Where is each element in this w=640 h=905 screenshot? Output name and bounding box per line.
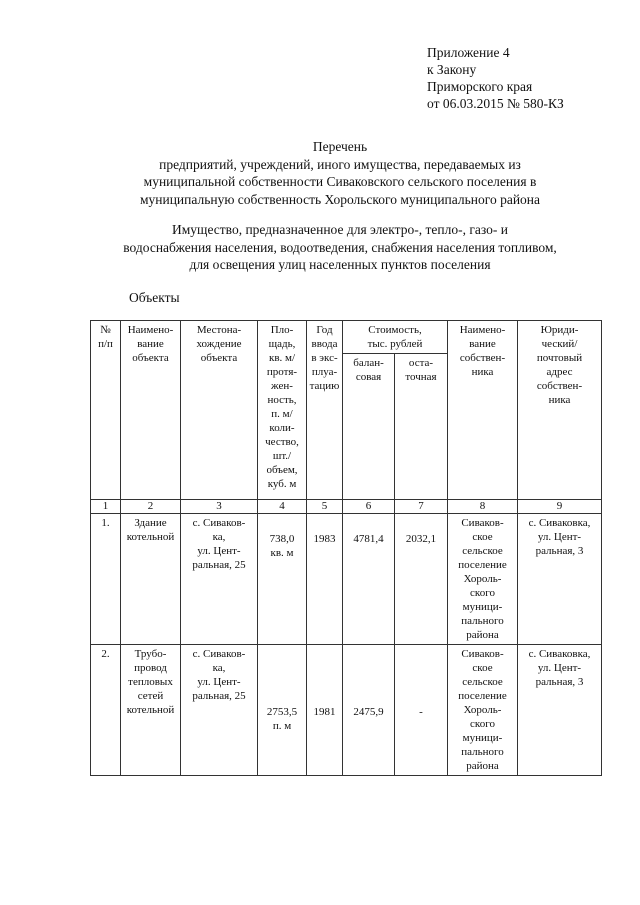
row-area (258, 514, 307, 645)
column-number-row (91, 500, 602, 514)
document-title (40, 138, 640, 208)
cell-text: Хороль- (463, 573, 502, 585)
header-year (307, 321, 343, 500)
cell-text: Трубо- (134, 648, 167, 660)
row-owner-address (518, 514, 602, 645)
column-number: 7 (395, 500, 448, 514)
header-text: п/п (98, 338, 113, 350)
cell-text: ского (470, 587, 495, 599)
cell-text: ральная, 25 (192, 559, 246, 571)
header-text: объем, (266, 464, 298, 476)
row-num: 1. (91, 514, 121, 645)
header-text: № (100, 324, 111, 336)
row-num: 2. (91, 645, 121, 776)
header-text: Наимено- (127, 324, 174, 336)
cell-text: с. Сиваковка, (528, 648, 591, 660)
cell-text: с. Сиваков- (192, 648, 246, 660)
cell-text: котельной (126, 704, 175, 716)
appendix-line: Приморского края (427, 79, 533, 94)
cell-text: ральная, 3 (535, 545, 584, 557)
row-owner-name (448, 514, 518, 645)
cell-text: ул. Цент- (197, 545, 241, 557)
row-name (121, 514, 181, 645)
header-text: собствен- (459, 352, 506, 364)
subtitle-line: Имущество, предназначенное для электро-, тепло-, газо- и (172, 222, 508, 237)
header-text: Год (316, 324, 333, 336)
header-balance (343, 354, 395, 500)
header-text: хождение (196, 338, 242, 350)
cell-text: Здание (134, 517, 167, 529)
title-line: Перечень (312, 139, 368, 154)
header-text: ника (471, 366, 494, 378)
cell-text: с. Сиваков- (192, 517, 246, 529)
document-subtitle (40, 221, 640, 274)
header-text: жен- (271, 380, 293, 392)
cell-text: ул. Цент- (537, 662, 582, 674)
header-text: Стоимость, (368, 324, 422, 336)
header-row (91, 321, 602, 354)
cell-text: сельское (462, 545, 503, 557)
objects-table (90, 320, 602, 776)
cell-text: района (466, 760, 499, 772)
title-line: муниципальной собственности Сиваковского сельского поселения в (143, 174, 537, 189)
cell-text: 2753,5 (266, 706, 298, 718)
column-number: 8 (448, 500, 518, 514)
column-number: 5 (307, 500, 343, 514)
header-owner-address (518, 321, 602, 500)
row-year: 1981 (307, 645, 343, 776)
column-number: 9 (518, 500, 602, 514)
cell-text: ральная, 25 (192, 690, 246, 702)
header-area (258, 321, 307, 500)
header-text: балан- (353, 357, 384, 369)
header-text: ввода (311, 338, 338, 350)
header-text: точная (405, 371, 437, 383)
row-residual: 2032,1 (395, 514, 448, 645)
row-balance: 4781,4 (343, 514, 395, 645)
header-text: Пло- (270, 324, 294, 336)
subtitle-line: водоснабжения населения, водоотведения, снабжения населения топливом, (123, 239, 557, 255)
cell-text: Сиваков- (461, 648, 504, 660)
header-text: ника (548, 394, 571, 406)
cell-text: муници- (462, 601, 503, 613)
header-text: почтовый (536, 352, 583, 364)
cell-text: ское (472, 531, 493, 543)
cell-text: ул. Цент- (537, 531, 582, 543)
cell-text: провод (134, 662, 167, 674)
cell-text: Хороль- (463, 704, 502, 716)
appendix-line: Приложение 4 (427, 45, 510, 60)
column-number: 6 (343, 500, 395, 514)
appendix-line: от 06.03.2015 № 580-КЗ (427, 96, 564, 111)
header-text: в экс- (311, 352, 338, 364)
header-name (121, 321, 181, 500)
cell-text: ка, (212, 662, 226, 674)
cell-text: ского (470, 718, 495, 730)
cell-text: котельной (126, 531, 175, 543)
header-text: тацию (309, 380, 340, 392)
table-row (91, 645, 602, 776)
cell-text: поселение (458, 690, 507, 702)
cell-text: ул. Цент- (197, 676, 241, 688)
column-number: 3 (181, 500, 258, 514)
row-year: 1983 (307, 514, 343, 645)
cell-text: 738,0 (269, 533, 295, 545)
row-residual: - (395, 645, 448, 776)
column-number: 2 (121, 500, 181, 514)
header-text: щадь, (268, 338, 296, 350)
header-owner-name (448, 321, 518, 500)
header-text: коли- (269, 422, 295, 434)
cell-text: муници- (462, 732, 503, 744)
cell-text: тепловых (128, 676, 173, 688)
cell-text: сетей (137, 690, 164, 702)
header-num (91, 321, 121, 500)
cell-text: Сиваков- (461, 517, 504, 529)
appendix-line: к Закону (427, 62, 477, 77)
appendix-reference (427, 44, 564, 112)
section-label: Объекты (129, 290, 180, 305)
header-text: шт./ (272, 450, 292, 462)
header-residual (395, 354, 448, 500)
header-text: вание (469, 338, 496, 350)
cell-text: ка, (212, 531, 226, 543)
header-cost (343, 321, 448, 354)
header-text: оста- (408, 357, 434, 369)
cell-text: поселение (458, 559, 507, 571)
row-owner-address (518, 645, 602, 776)
header-text: ность, (267, 394, 297, 406)
subtitle-line: для освещения улиц населенных пунктов поселения (189, 257, 491, 272)
header-text: чество, (265, 436, 299, 448)
cell-text: ральная, 3 (535, 676, 584, 688)
row-location (181, 645, 258, 776)
header-text: тыс. рублей (367, 338, 423, 350)
header-location (181, 321, 258, 500)
header-text: ческий/ (541, 338, 578, 350)
header-text: п. м/ (271, 408, 293, 420)
header-text: Юриди- (540, 324, 579, 336)
header-text: плуа- (311, 366, 338, 378)
cell-text: района (466, 629, 499, 641)
cell-text: ское (472, 662, 493, 674)
cell-text: кв. м (270, 547, 294, 559)
header-text: Местона- (196, 324, 242, 336)
title-line: предприятий, учреждений, иного имущества, передаваемых из (159, 156, 521, 172)
column-number: 4 (258, 500, 307, 514)
header-text: Наимено- (459, 324, 506, 336)
cell-text: сельское (462, 676, 503, 688)
cell-text: п. м (272, 720, 292, 732)
cell-text: пального (461, 746, 504, 758)
header-text: совая (355, 371, 382, 383)
cell-text: пального (461, 615, 504, 627)
row-owner-name (448, 645, 518, 776)
cell-text: с. Сиваковка, (528, 517, 591, 529)
header-text: куб. м (267, 478, 297, 490)
header-text: адрес (546, 366, 573, 378)
row-balance: 2475,9 (343, 645, 395, 776)
table-row (91, 514, 602, 645)
header-text: кв. м/ (268, 352, 296, 364)
row-location (181, 514, 258, 645)
row-name (121, 645, 181, 776)
column-number: 1 (91, 500, 121, 514)
header-text: объекта (200, 352, 238, 364)
row-area (258, 645, 307, 776)
header-text: протя- (266, 366, 298, 378)
header-text: вание (137, 338, 164, 350)
title-line: муниципальную собственность Хорольского муниципального района (139, 191, 541, 207)
header-text: объекта (132, 352, 169, 364)
header-text: собствен- (536, 380, 583, 392)
